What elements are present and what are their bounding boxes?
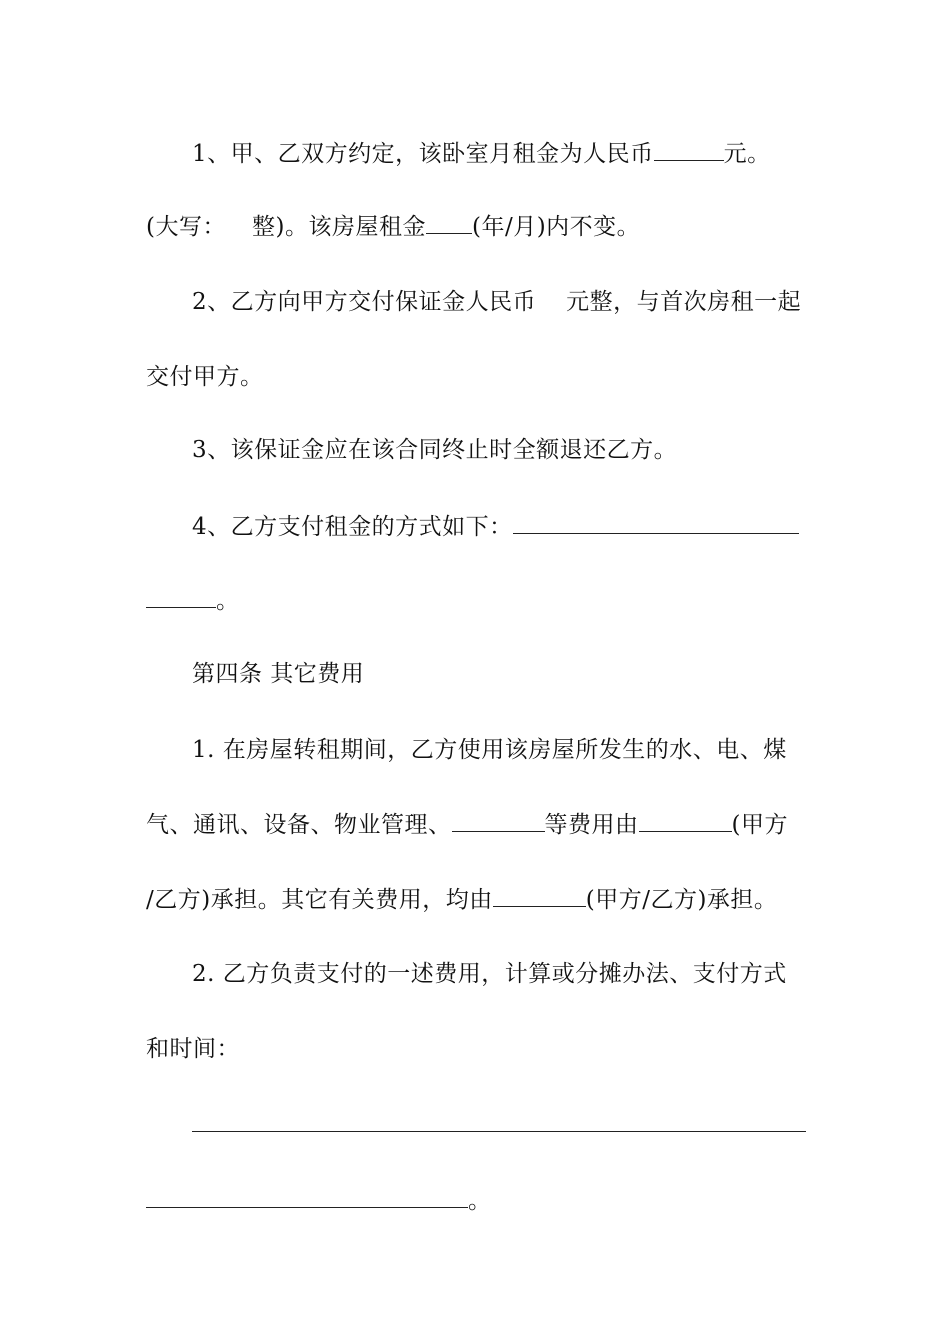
payment-method-end: 。	[216, 588, 240, 614]
fees-calc-line-4	[146, 1180, 808, 1220]
article-4-heading: 第四条 其它费用	[192, 661, 365, 687]
fees-calc-line-2: 和时间：	[146, 1036, 240, 1062]
fees-line-3	[146, 879, 808, 919]
fees-party-blank	[639, 804, 732, 832]
payment-method-line-2	[146, 580, 808, 620]
deposit-line	[192, 282, 808, 322]
fees-calc-line-1: 2. 乙方负责支付的一述费用，计算或分摊办法、支付方式	[192, 961, 787, 987]
rent-amount-unit: 元。	[723, 141, 771, 167]
fees-calc-end: 。	[468, 1188, 492, 1214]
deposit-tail: 元整，与首次房租一起	[566, 289, 802, 315]
deposit-refund-line: 3、该保证金应在该合同终止时全额退还乙方。	[192, 437, 678, 463]
fees-items-text: 气、通讯、设备、物业管理、	[146, 812, 452, 838]
rent-amount-blank	[654, 133, 724, 161]
payment-method-text: 4、乙方支付租金的方式如下：	[192, 514, 513, 540]
fees-calc-blank-1	[192, 1104, 806, 1132]
payment-method-blank	[513, 506, 799, 534]
uppercase-tail: 整)。该房屋租金	[251, 214, 426, 240]
rent-amount-line	[192, 133, 808, 173]
payment-method-line	[192, 506, 808, 546]
deposit-text: 2、乙方向甲方交付保证金人民币	[192, 289, 537, 315]
fees-items-blank	[452, 804, 545, 832]
fees-party-text: (甲方	[731, 812, 788, 838]
other-fees-blank	[493, 879, 586, 907]
fees-calc-blank-2	[146, 1180, 468, 1208]
fees-calc-line-3	[192, 1104, 808, 1144]
payment-method-blank-2	[146, 580, 216, 608]
rent-period-text: (年/月)内不变。	[471, 214, 641, 240]
deposit-line-2: 交付甲方。	[146, 364, 264, 390]
rent-uppercase-line	[146, 206, 808, 246]
other-fees-party: (甲方/乙方)承担。	[585, 887, 778, 913]
fees-borne-text: 等费用由	[544, 812, 639, 838]
rent-period-blank	[426, 206, 472, 234]
uppercase-label: (大写：	[146, 214, 226, 240]
fees-line-1: 1. 在房屋转租期间，乙方使用该房屋所发生的水、电、煤	[192, 737, 787, 763]
other-fees-text: /乙方)承担。其它有关费用，均由	[146, 887, 493, 913]
rent-amount-text: 1、甲、乙双方约定，该卧室月租金为人民币	[192, 141, 654, 167]
fees-line-2	[146, 804, 808, 844]
